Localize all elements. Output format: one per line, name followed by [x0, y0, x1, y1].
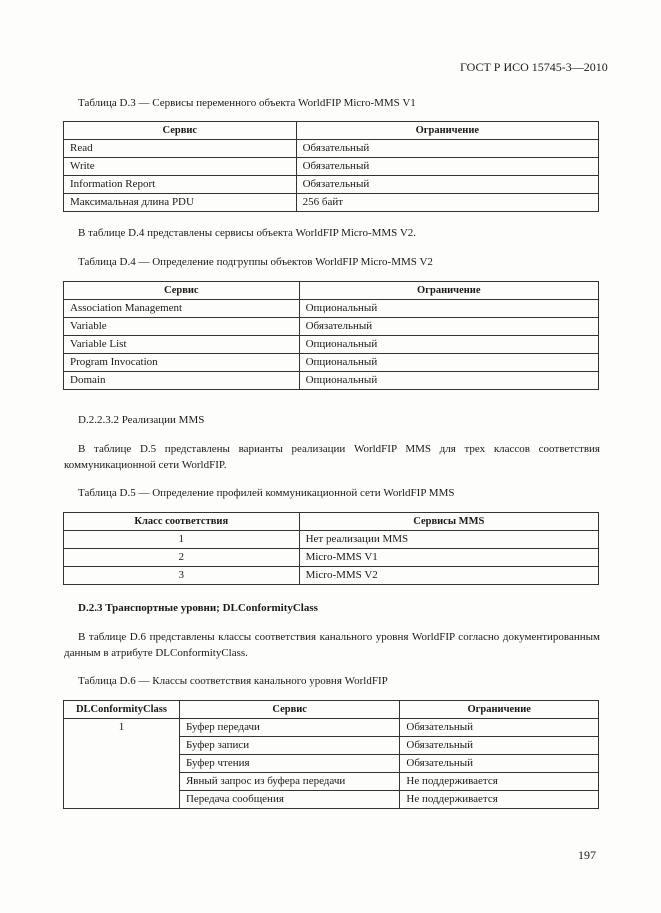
table-cell: Обязательный — [400, 737, 599, 755]
table-header-row — [64, 282, 599, 300]
table-cell: Information Report — [64, 176, 297, 194]
table-d5-caption: Таблица D.5 — Определение профилей коммуникационной сети WorldFIP MMS — [78, 487, 455, 499]
column-header: DLConformityClass — [64, 701, 180, 719]
column-header: Ограничение — [299, 282, 598, 300]
table-cell: Обязательный — [400, 755, 599, 773]
table-cell: Явный запрос из буфера передачи — [179, 773, 399, 791]
table-cell: Association Management — [64, 300, 300, 318]
table-cell: Обязательный — [296, 158, 598, 176]
table-d6 — [63, 700, 599, 809]
table-cell: Обязательный — [296, 140, 598, 158]
table-row — [64, 336, 599, 354]
table-d6-caption: Таблица D.6 — Классы соответствия канального уровня WorldFIP — [78, 675, 388, 687]
table-row — [64, 300, 599, 318]
table-row — [64, 372, 599, 390]
table-cell: Буфер передачи — [179, 719, 399, 737]
table-d3 — [63, 121, 599, 212]
column-header: Сервис — [179, 701, 399, 719]
paragraph: В таблице D.5 представлены варианты реализации WorldFIP MMS для трех классов соответствия коммуникационной сети WorldFIP. — [64, 443, 600, 471]
table-cell: Variable List — [64, 336, 300, 354]
table-cell: Обязательный — [400, 719, 599, 737]
table-d3-caption: Таблица D.3 — Сервисы переменного объекта WorldFIP Micro-MMS V1 — [78, 97, 416, 109]
table-cell: 1 — [64, 719, 180, 809]
table-cell: Micro-MMS V2 — [299, 567, 598, 585]
column-header: Ограничение — [400, 701, 599, 719]
table-cell: 3 — [64, 567, 300, 585]
table-d4 — [63, 281, 599, 390]
table-cell: Буфер записи — [179, 737, 399, 755]
section-heading: D.2.3 Транспортные уровни; DLConformityClass — [78, 602, 318, 614]
table-cell: Не поддерживается — [400, 791, 599, 809]
table-cell: Передача сообщения — [179, 791, 399, 809]
table-cell: 1 — [64, 531, 300, 549]
table-cell: Обязательный — [299, 318, 598, 336]
table-cell: Domain — [64, 372, 300, 390]
paragraph: В таблице D.4 представлены сервисы объекта WorldFIP Micro-MMS V2. — [78, 227, 417, 239]
table-row — [64, 318, 599, 336]
table-cell: Буфер чтения — [179, 755, 399, 773]
table-header-row — [64, 513, 599, 531]
table-cell: Write — [64, 158, 297, 176]
table-row — [64, 531, 599, 549]
column-header: Класс соответствия — [64, 513, 300, 531]
table-row — [64, 567, 599, 585]
table-cell: Опциональный — [299, 372, 598, 390]
table-cell: Program Invocation — [64, 354, 300, 372]
column-header: Ограничение — [296, 122, 598, 140]
column-header: Сервис — [64, 282, 300, 300]
page-number: 197 — [578, 848, 596, 862]
table-cell: Опциональный — [299, 354, 598, 372]
table-cell: Опциональный — [299, 300, 598, 318]
table-cell: Не поддерживается — [400, 773, 599, 791]
table-cell: Обязательный — [296, 176, 598, 194]
section-heading: D.2.2.3.2 Реализации MMS — [78, 414, 205, 426]
standard-header: ГОСТ Р ИСО 15745-3—2010 — [460, 60, 608, 74]
table-d5 — [63, 512, 599, 585]
table-cell: Нет реализации MMS — [299, 531, 598, 549]
table-cell: 2 — [64, 549, 300, 567]
column-header: Сервисы MMS — [299, 513, 598, 531]
table-row — [64, 194, 599, 212]
table-row — [64, 176, 599, 194]
table-header-row — [64, 122, 599, 140]
table-cell: 256 байт — [296, 194, 598, 212]
table-row — [64, 354, 599, 372]
table-cell: Read — [64, 140, 297, 158]
table-row — [64, 158, 599, 176]
table-header-row — [64, 701, 599, 719]
table-cell: Variable — [64, 318, 300, 336]
table-cell: Micro-MMS V1 — [299, 549, 598, 567]
table-cell: Максимальная длина PDU — [64, 194, 297, 212]
table-row — [64, 140, 599, 158]
table-cell: Опциональный — [299, 336, 598, 354]
table-row — [64, 549, 599, 567]
table-row — [64, 719, 599, 737]
paragraph: В таблице D.6 представлены классы соответствия канального уровня WorldFIP согласно документированным данным в атрибуте DLConformityClass. — [64, 631, 600, 659]
column-header: Сервис — [64, 122, 297, 140]
table-d4-caption: Таблица D.4 — Определение подгруппы объектов WorldFIP Micro-MMS V2 — [78, 256, 433, 268]
